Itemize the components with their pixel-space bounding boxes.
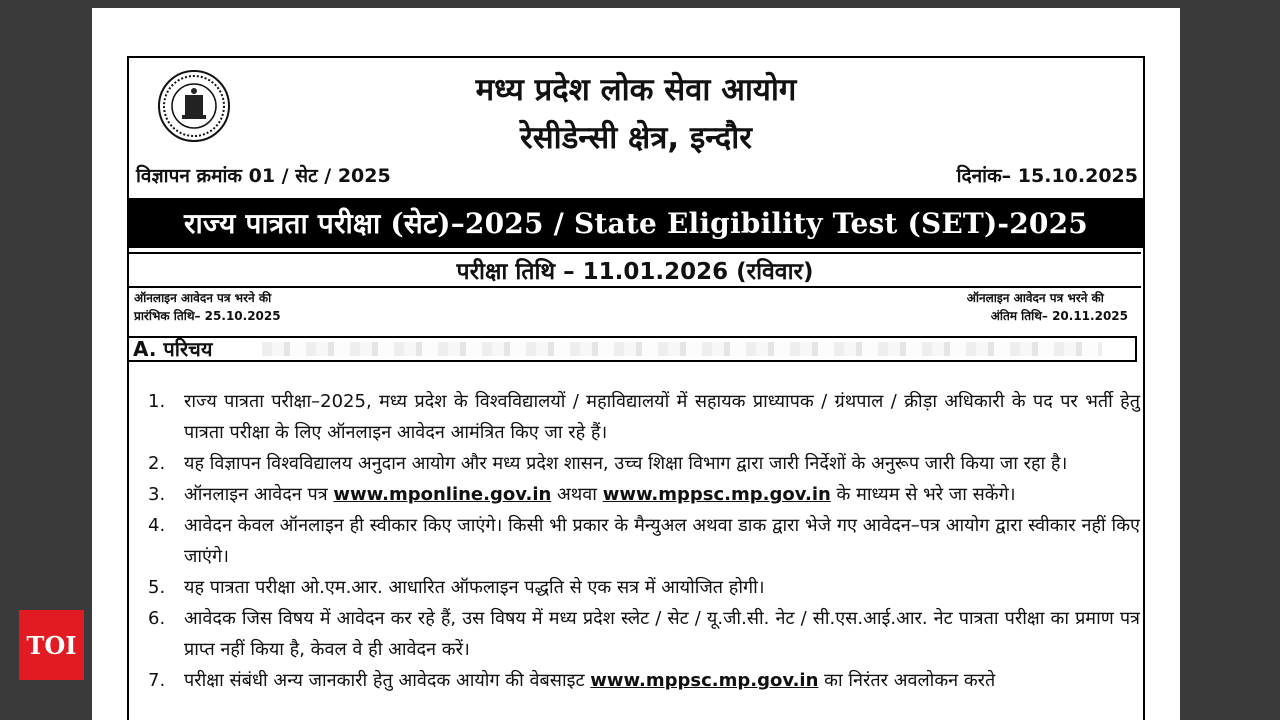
item-text: आवेदन केवल ऑनलाइन ही स्वीकार किए जाएंगे। किसी भी प्रकार के मैन्युअल अथवा डाक द्वारा भेजे गए आवेदन–पत्र आयोग द्वारा स्वीकार नहीं किए जाएंगे। bbox=[184, 515, 1140, 567]
exam-title-banner: राज्य पात्रता परीक्षा (सेट)–2025 / State Eligibility Test (SET)-2025 bbox=[127, 198, 1145, 248]
intro-list bbox=[148, 386, 1140, 696]
list-item bbox=[148, 510, 1140, 572]
mponline-link[interactable]: www.mponline.gov.in bbox=[333, 484, 552, 505]
item-text: राज्य पात्रता परीक्षा–2025, मध्य प्रदेश के विश्वविद्यालयों / महाविद्यालयों में सहायक प्राध्यापक / ग्रंथपाल / क्रीड़ा अधिकारी के पद पर भर्ती हेतु पात्रता परीक्षा के लिए ऑनलाइन आवेदन आमंत्रित किए जा रहे हैं। bbox=[184, 391, 1140, 443]
item-number: 4. bbox=[148, 515, 166, 536]
mppsc-link[interactable]: www.mppsc.mp.gov.in bbox=[590, 670, 819, 691]
item-text: आवेदक जिस विषय में आवेदन कर रहे हैं, उस विषय में मध्य प्रदेश स्लेट / सेट / यू.जी.सी. नेट / सी.एस.आई.आर. नेट पात्रता परीक्षा का प्रमाण पत्र प्राप्त नहीं किया है, केवल वे ही आवेदन करें। bbox=[184, 608, 1140, 660]
online-start-value: प्रारंभिक तिथि– 25.10.2025 bbox=[134, 309, 281, 323]
blurred-text-strip bbox=[262, 342, 1102, 356]
toi-logo: TOI bbox=[19, 610, 84, 680]
item-text: यह विज्ञापन विश्वविद्यालय अनुदान आयोग और मध्य प्रदेश शासन, उच्च शिक्षा विभाग द्वारा जारी निर्देशों के अनुरूप जारी किया जा रहा है। bbox=[184, 453, 1068, 474]
online-end-date bbox=[967, 289, 1128, 325]
list-item bbox=[148, 448, 1140, 479]
online-start-date bbox=[134, 289, 281, 325]
item-text-pre: ऑनलाइन आवेदन पत्र bbox=[184, 484, 334, 505]
online-start-label: ऑनलाइन आवेदन पत्र भरने की bbox=[134, 291, 272, 305]
item-number: 2. bbox=[148, 453, 166, 474]
commission-name: मध्य प्रदेश लोक सेवा आयोग bbox=[475, 72, 797, 108]
list-item bbox=[148, 603, 1140, 665]
item-number: 1. bbox=[148, 391, 166, 412]
advertisement-number: विज्ञापन क्रमांक 01 / सेट / 2025 bbox=[136, 165, 391, 187]
section-title: A. परिचय bbox=[133, 337, 213, 361]
list-item bbox=[148, 479, 1140, 510]
item-text-pre: परीक्षा संबंधी अन्य जानकारी हेतु आवेदक आयोग की वेबसाइट bbox=[184, 670, 591, 691]
online-end-value: अंतिम तिथि– 20.11.2025 bbox=[990, 309, 1128, 323]
item-text-post: के माध्यम से भरे जा सकेंगे। bbox=[830, 484, 1016, 505]
commission-address: रेसीडेन्सी क्षेत्र, इन्दौर bbox=[520, 120, 752, 156]
list-item bbox=[148, 572, 1140, 603]
item-text: यह पात्रता परीक्षा ओ.एम.आर. आधारित ऑफलाइन पद्धति से एक सत्र में आयोजित होगी। bbox=[184, 577, 765, 598]
item-text-post: का निरंतर अवलोकन करते bbox=[818, 670, 996, 691]
document-page bbox=[92, 8, 1180, 720]
item-number: 5. bbox=[148, 577, 166, 598]
item-number: 3. bbox=[148, 484, 166, 505]
advertisement-date: दिनांक– 15.10.2025 bbox=[956, 165, 1138, 187]
item-text-mid: अथवा bbox=[551, 484, 603, 505]
exam-date: परीक्षा तिथि – 11.01.2026 (रविवार) bbox=[129, 252, 1141, 288]
list-item bbox=[148, 665, 1140, 696]
list-item bbox=[148, 386, 1140, 448]
online-end-label: ऑनलाइन आवेदन पत्र भरने की bbox=[966, 291, 1104, 305]
mppsc-link[interactable]: www.mppsc.mp.gov.in bbox=[602, 484, 831, 505]
item-number: 7. bbox=[148, 670, 166, 691]
item-number: 6. bbox=[148, 608, 166, 629]
